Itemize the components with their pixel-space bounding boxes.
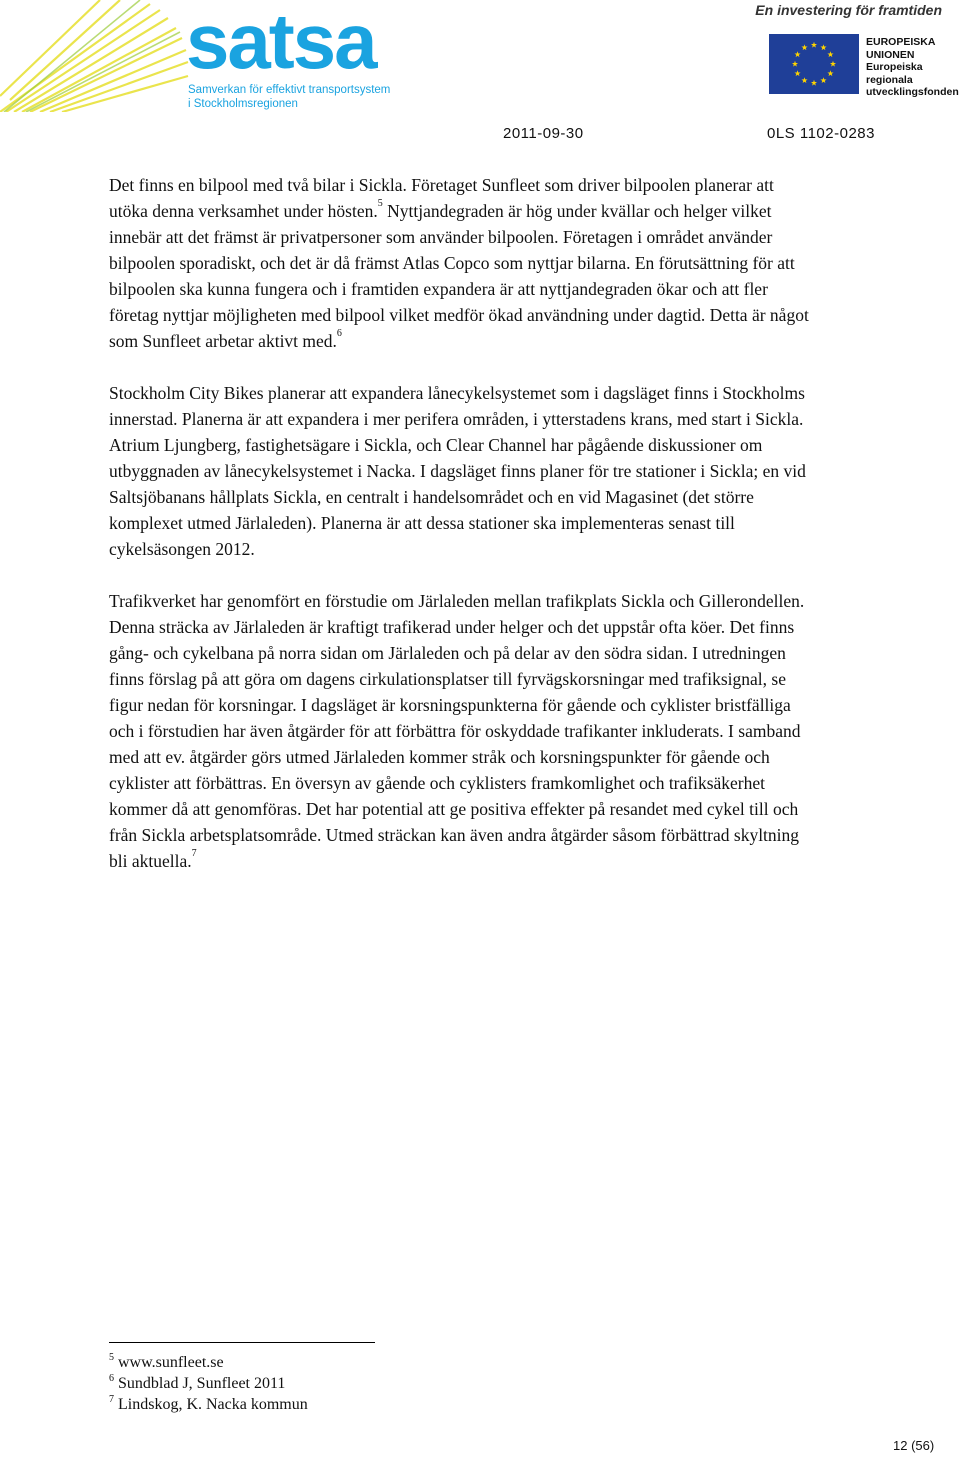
footnote-number: 7 xyxy=(109,1394,114,1405)
eu-fund-name xyxy=(866,36,959,99)
paragraph xyxy=(109,380,809,562)
footnote-text: www.sunfleet.se xyxy=(114,1354,224,1371)
page-number: 12 (56) xyxy=(893,1438,935,1453)
footnote-divider xyxy=(109,1342,375,1343)
eu-flag-icon xyxy=(769,34,859,94)
satsa-subtitle-line: Samverkan för effektivt transportsystem xyxy=(188,84,391,96)
document-date: 2011-09-30 xyxy=(503,125,584,142)
footnote xyxy=(109,1352,308,1373)
paragraph xyxy=(109,172,809,354)
eu-line: UNIONEN xyxy=(866,48,915,61)
footnotes xyxy=(109,1352,308,1415)
paragraph-text: Nyttjandegraden är hög under kvällar och helger vilket innebär att det främst är privatpersoner som använder bilpoolen. Företagen i området använder bilpoolen sporadiskt, och det är då främst Atlas Copco som nyttjar bilarna. En förutsättning för att bilpoolen ska kunna fungera och i framtiden expandera är att nyttjandegraden ökar och att fler företag nyttjar möjligheten med bilpool vilket medför ökad användning under dagtid. Detta är något som Sunfleet arbetar aktivt med. xyxy=(109,201,809,351)
paragraph-text: Stockholm City Bikes planerar att expandera lånecykelsystemet som i dagsläget finns i Stockholms innerstad. Planerna är att expandera i mer perifera områden, i ytterstadens krans, med start i Sickla. Atrium Ljungberg, fastighetsägare i Sickla, och Clear Channel har pågående diskussioner om utbyggnaden av lånecykelsystemet i Nacka. I dagsläget finns planer för tre stationer i Sickla; en vid Saltsjöbanans hållplats Sickla, en centralt i handelsområdet och en vid Magasinet (det större komplexet utmed Järlaleden). Planerna är att dessa stationer ska implementeras senast till cykelsäsongen 2012. xyxy=(109,383,806,559)
body-text xyxy=(109,172,809,900)
page-header xyxy=(0,0,960,120)
footnote xyxy=(109,1373,308,1394)
satsa-subtitle xyxy=(188,83,390,111)
paragraph-text: Trafikverket har genomfört en förstudie om Järlaleden mellan trafikplats Sickla och Gillerondellen. Denna sträcka av Järlaleden är kraftigt trafikerad under helger och det uppstår ofta köer. Det finns gång- och cykelbana på norra sidan om Järlaleden och på delar av den södra sidan. I utredningen finns förslag på att göra om dagens cirkulationsplatser till fyrvägskorsningar med trafiksignal, se figur nedan för korsningar. I dagsläget är korsningspunkterna för gående och cyklister bristfälliga och i förstudien har även åtgärder för att förbättra för oskyddade trafikanter inkluderats. I samband med att ev. åtgärder görs utmed Järlaleden kommer stråk och korsningspunkter för gående och cyklister att förbättras. En översyn av gående och cyklisters framkomlighet och trafiksäkerhet kommer då att genomföras. Det har potential att ge positiva effekter på resandet med cykel till och från Sickla arbetsplatsområde. Utmed sträckan kan även andra åtgärder såsom förbättrad skyltning bli aktuella. xyxy=(109,591,805,871)
paragraph xyxy=(109,588,809,874)
footnote-ref: 7 xyxy=(191,848,197,859)
footnote-text: Lindskog, K. Nacka kommun xyxy=(114,1396,308,1413)
satsa-logo: satsa xyxy=(186,0,376,85)
paragraph-text: Det finns en bilpool med två bilar i Sickla. Företaget Sunfleet som driver bilpoolen planerar att utöka denna verksamhet under hösten. xyxy=(109,175,774,221)
footnote-number: 6 xyxy=(109,1373,114,1384)
eu-line: Europeiska xyxy=(866,61,923,73)
footnote-text: Sundblad J, Sunfleet 2011 xyxy=(114,1375,286,1392)
footnote xyxy=(109,1394,308,1415)
eu-line: regionala xyxy=(866,73,913,86)
document-reference: 0LS 1102-0283 xyxy=(767,125,875,142)
footnote-ref: 6 xyxy=(336,328,342,339)
footnote-number: 5 xyxy=(109,1352,114,1363)
eu-line: EUROPEISKA xyxy=(866,36,936,48)
footnote-ref: 5 xyxy=(377,198,383,209)
satsa-subtitle-line: i Stockholmsregionen xyxy=(188,98,298,110)
eu-tagline: En investering för framtiden xyxy=(755,2,942,18)
satsa-rays-graphic xyxy=(0,0,190,112)
eu-line: utvecklingsfonden xyxy=(866,86,959,98)
